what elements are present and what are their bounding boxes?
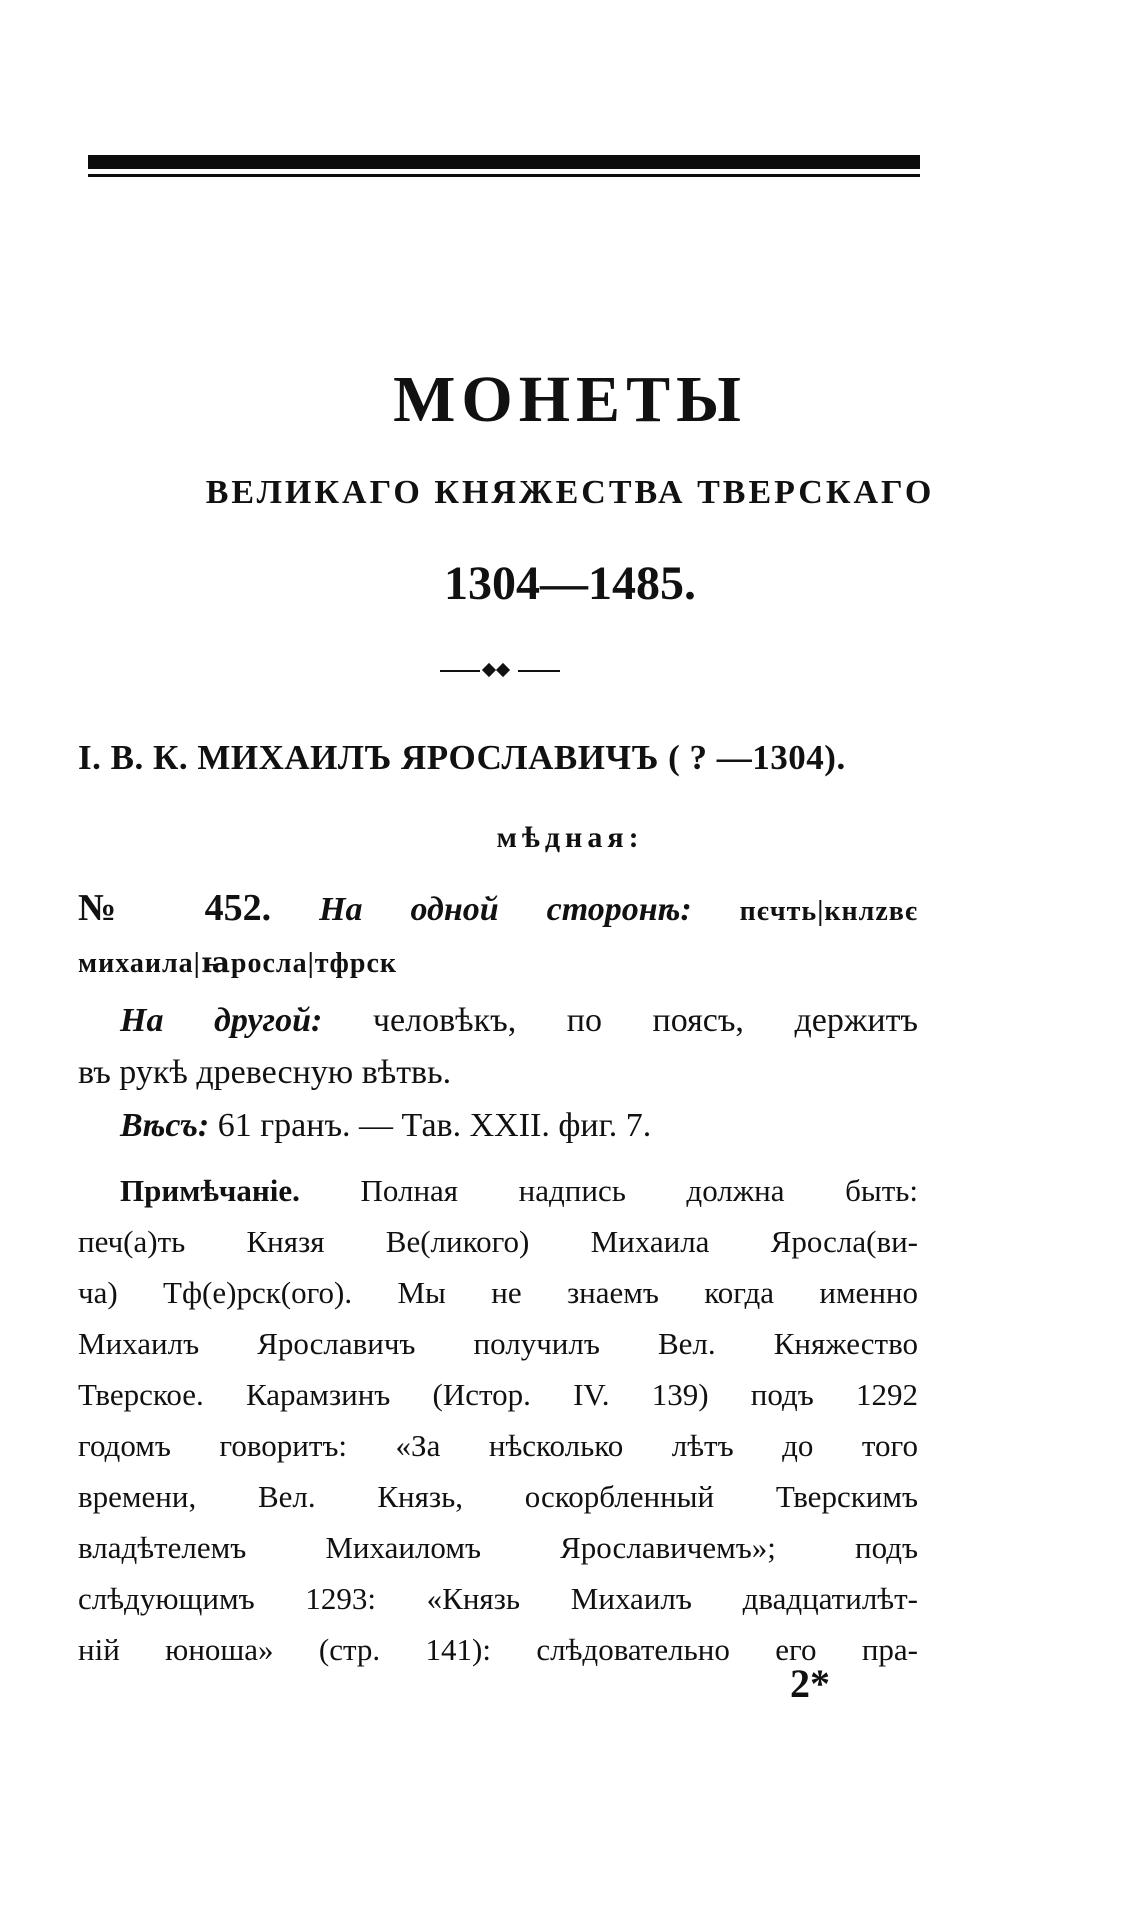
ornament-line-right <box>518 670 560 672</box>
date-range: 1304—1485. <box>444 557 696 610</box>
page-title: МОНЕТЫ <box>393 363 747 436</box>
note-line: ча) Тф(е)рск(ого). Мы не знаемъ когда именно <box>78 1275 918 1310</box>
note-line: времени, Вел. Князь, оскорбленный Тверскимъ <box>78 1479 918 1514</box>
note-label: Примѣчаніе. <box>120 1173 300 1208</box>
note-line: Михаилъ Ярославичъ получилъ Вел. Княжество <box>78 1326 918 1361</box>
note-line: ній юноша» (стр. 141): слѣдовательно его пра- <box>78 1632 918 1667</box>
obverse-inscription-1: пєчть|кнлzвє <box>739 896 918 927</box>
metal-label: мѣдная: <box>496 821 644 854</box>
page-number: 2* <box>790 1661 830 1706</box>
note-line: печ(а)ть Князя Ве(ликого) Михаила Яросла(ви- <box>78 1224 918 1259</box>
weight-text: 61 гранъ. — Тав. XXII. фиг. 7. <box>217 1107 652 1144</box>
note-paragraph <box>78 1165 918 1675</box>
ornament-line-left <box>440 670 480 672</box>
header-rule-thin <box>88 174 920 177</box>
entry-weight <box>120 1100 960 1152</box>
entry-line-1 <box>78 882 918 938</box>
entry-reverse <box>78 995 918 1099</box>
note-line: Тверское. Карамзинъ (Истор. IV. 139) подъ 1292 <box>78 1377 918 1412</box>
reverse-text-1: человѣкъ, по поясъ, держитъ <box>372 1002 919 1039</box>
entry-number: № 452. <box>78 887 272 929</box>
ornament-divider <box>440 664 560 678</box>
reverse-label: На другой: <box>120 1002 323 1039</box>
page-subtitle: ВЕЛИКАГО КНЯЖЕСТВА ТВЕРСКАГО <box>205 474 935 511</box>
ornament-diamond-left <box>482 663 496 677</box>
obverse-label: На одной сторонѣ: <box>319 891 692 928</box>
reverse-line-1 <box>120 995 918 1047</box>
reverse-text-2: въ рукѣ древесную вѣтвь. <box>78 1054 452 1091</box>
header-rule-thick <box>88 155 920 169</box>
obverse-inscription-2: михаила|ꙗросла|тфрск <box>78 948 398 979</box>
note-line: слѣдующимъ 1293: «Князь Михаилъ двадцатилѣт- <box>78 1581 918 1616</box>
note-line: владѣтелемъ Михаиломъ Ярославичемъ»; подъ <box>78 1530 918 1565</box>
note-line-text: Полная надпись должна быть: <box>360 1173 918 1208</box>
entry-obverse <box>78 882 918 990</box>
section-heading: I. В. К. МИХАИЛЪ ЯРОСЛАВИЧЪ ( ? —1304). <box>78 738 846 777</box>
note-line: годомъ говоритъ: «За нѣсколько лѣтъ до того <box>78 1428 918 1463</box>
note-line-0 <box>120 1165 918 1216</box>
weight-label: Вѣсъ: <box>120 1107 210 1144</box>
ornament-diamond-right <box>496 663 510 677</box>
